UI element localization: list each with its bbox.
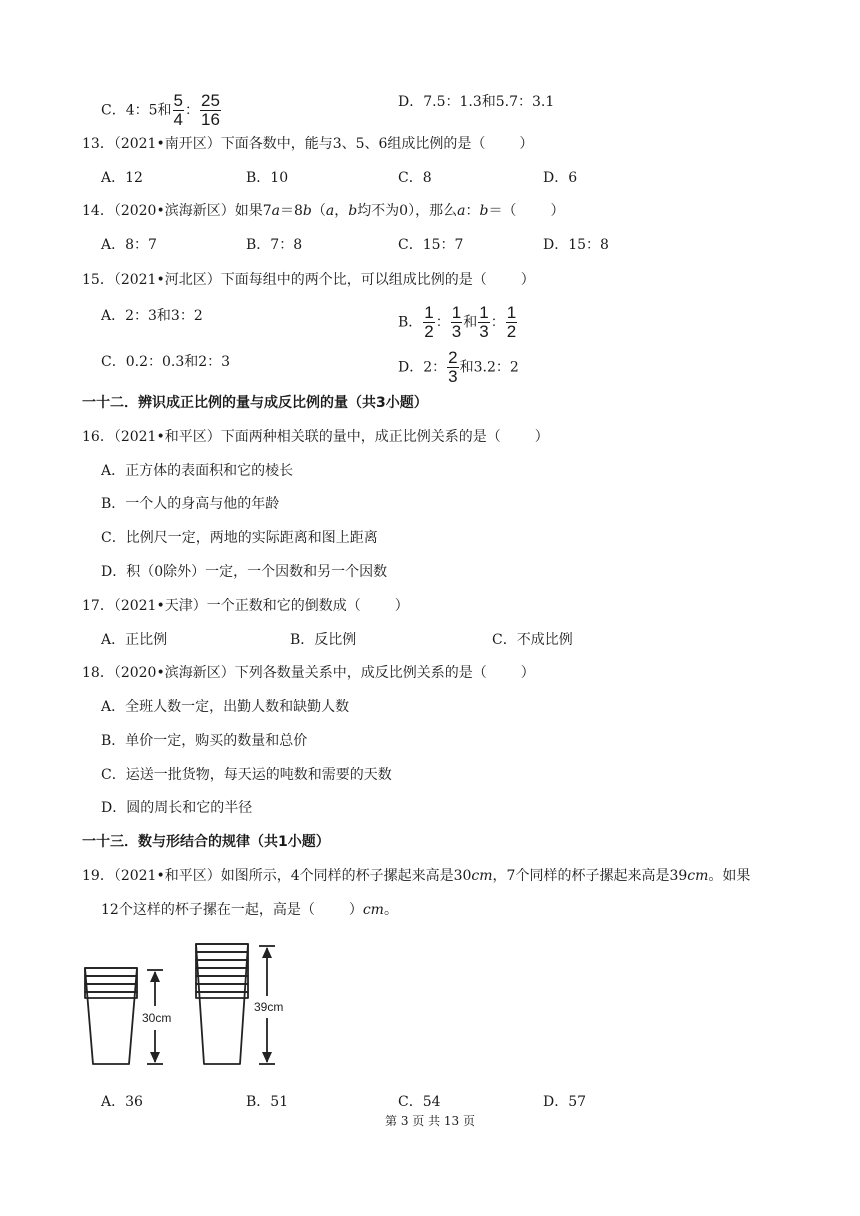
q16-option-b: B．一个人的身高与他的年龄	[101, 496, 280, 512]
q16-option-d: D．积（0除外）一定，一个因数和另一个因数	[101, 564, 388, 580]
q17-stem: 17．（2021•天津）一个正数和它的倒数成（ ）	[82, 598, 409, 614]
q13-option-c: C．8	[398, 170, 432, 186]
cup-stack-4	[85, 968, 137, 1064]
label-30cm: 30cm	[142, 1011, 172, 1025]
q15-option-a: A．2：3和3：2	[101, 308, 203, 324]
q12-c-fraction-2: $\frac{25}{16}$	[201, 91, 220, 129]
q18-option-c: C．运送一批货物，每天运的吨数和需要的天数	[101, 767, 392, 783]
q19-stem-line2: 12个这样的杯子摞在一起，高是（ ）cm。	[101, 902, 398, 918]
cup-stack-7	[196, 944, 248, 1064]
q18-option-d: D．圆的周长和它的半径	[101, 800, 253, 816]
q15-b-fraction-1: $\frac{1}{2}$	[424, 303, 434, 341]
q15-option-d: D．2： $\frac{2}{3}$ 和3.2：2	[398, 348, 519, 386]
q15-b-fraction-4: $\frac{1}{2}$	[506, 303, 517, 341]
page-footer: 第 3 页 共 13 页	[385, 1114, 475, 1128]
q14-stem: 14．（2020•滨海新区）如果7a＝8b（a，b均不为0），那么a：b＝（ ）	[82, 203, 565, 219]
q15-stem: 15．（2021•河北区）下面每组中的两个比，可以组成比例的是（ ）	[82, 272, 535, 288]
section-heading-pattern: 一十三．数与形结合的规律（共1小题）	[82, 834, 330, 850]
q14-option-b: B．7：8	[246, 237, 303, 253]
q17-option-b: B．反比例	[290, 632, 357, 648]
stacked-cups-figure	[80, 938, 310, 1078]
q17-option-c: C．不成比例	[492, 632, 573, 648]
q12-option-c: C．4：5和 $\frac{5}{4}$ ： $\frac{25}{16}$	[101, 91, 220, 129]
q19-option-c: C．54	[398, 1094, 441, 1110]
q19-option-a: A．36	[101, 1094, 143, 1110]
q13-stem: 13．（2021•南开区）下面各数中，能与3、5、6组成比例的是（ ）	[82, 136, 534, 152]
q19-option-b: B．51	[246, 1094, 289, 1110]
q13-option-a: A．12	[101, 170, 143, 186]
q19-stem-line1: 19．（2021•和平区）如图所示，4个同样的杯子摞起来高是30cm，7个同样的杯子摞起来高是39cm。如果	[82, 868, 751, 884]
q14-option-a: A．8：7	[101, 237, 157, 253]
q16-option-a: A．正方体的表面积和它的棱长	[101, 463, 294, 479]
q18-stem: 18．（2020•滨海新区）下列各数量关系中，成反比例关系的是（ ）	[82, 665, 535, 681]
q12-option-d: D．7.5：1.3和5.7：3.1	[398, 94, 555, 110]
q17-option-a: A．正比例	[101, 632, 168, 648]
q15-option-b: B． $\frac{1}{2}$ ： $\frac{1}{3}$ 和 $\frac{1}{3}$ ： $\frac{1}{2}$	[398, 303, 517, 341]
label-39cm: 39cm	[254, 1000, 284, 1014]
q15-d-fraction: $\frac{2}{3}$	[448, 348, 458, 386]
section-heading-proportional: 一十二．辨识成正比例的量与成反比例的量（共3小题）	[82, 395, 428, 411]
q16-option-c: C．比例尺一定，两地的实际距离和图上距离	[101, 530, 378, 546]
q15-b-fraction-2: $\frac{1}{3}$	[451, 303, 462, 341]
q12-c-fraction-1: $\frac{5}{4}$	[173, 91, 183, 129]
q14-option-c: C．15：7	[398, 237, 464, 253]
q13-option-d: D．6	[543, 170, 578, 186]
q15-b-fraction-3: $\frac{1}{3}$	[479, 303, 489, 341]
q18-option-b: B．单价一定，购买的数量和总价	[101, 733, 308, 749]
q15-option-c: C．0.2：0.3和2：3	[101, 354, 231, 370]
q18-option-a: A．全班人数一定，出勤人数和缺勤人数	[101, 699, 350, 715]
q19-option-d: D．57	[543, 1094, 587, 1110]
q13-option-b: B．10	[246, 170, 289, 186]
q16-stem: 16．（2021•和平区）下面两种相关联的量中，成正比例关系的是（ ）	[82, 429, 549, 445]
q14-option-d: D．15：8	[543, 237, 609, 253]
